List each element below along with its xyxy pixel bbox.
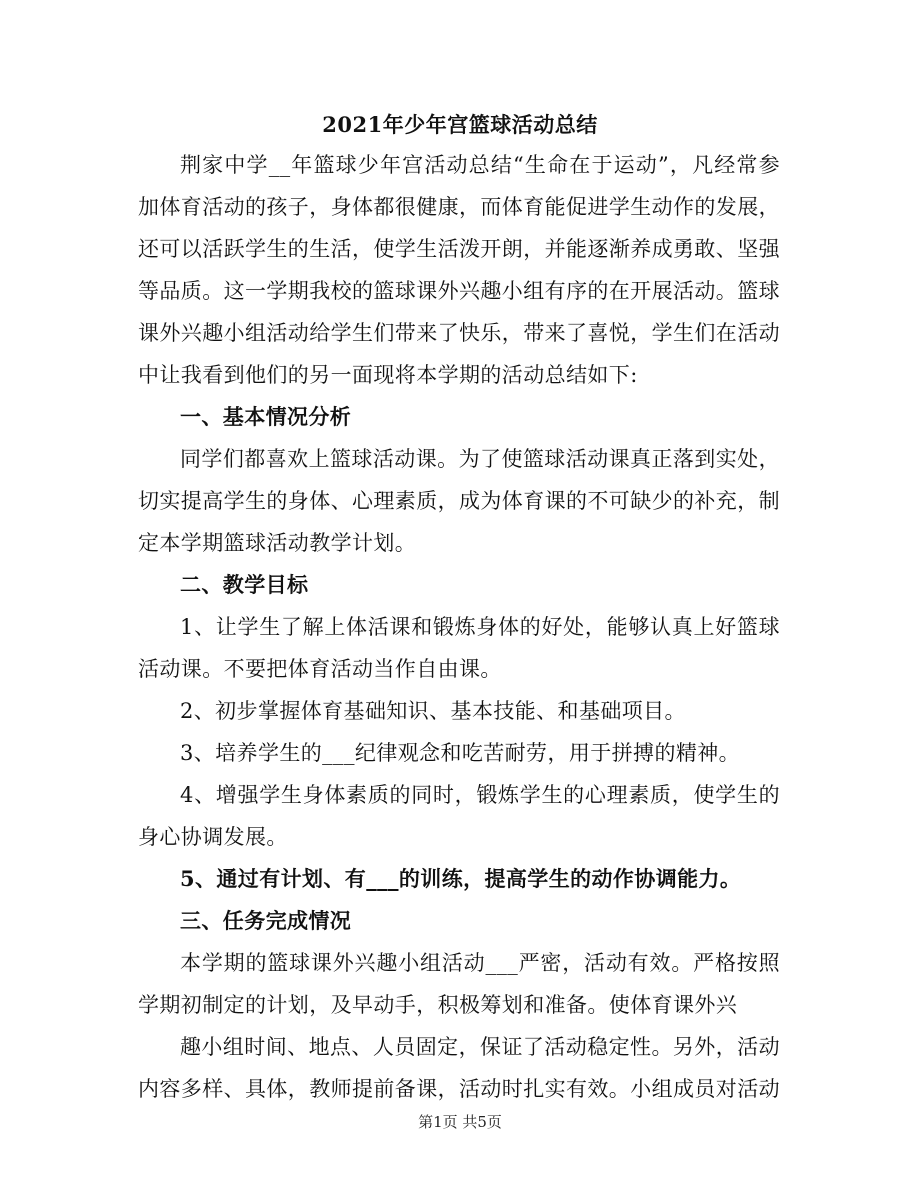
goal-item-2: 2、初步掌握体育基础知识、基本技能、和基础项目。 [180, 699, 686, 723]
goal-item-1: 1、让学生了解上体活课和锻炼身体的好处，能够认真上好篮球活动课。不要把体育活动当作自由课。 [138, 615, 780, 681]
document-body [138, 144, 780, 1110]
document-title: 2021年少年宫篮球活动总结 [322, 112, 598, 137]
paragraph-task-completion-2: 趣小组时间、地点、人员固定，保证了活动稳定性。另外，活动内容多样、具体，教师提前备课，活动时扎实有效。小组成员对活动 [138, 1035, 780, 1101]
section-heading-teaching-goals: 二、教学目标 [180, 572, 309, 597]
paragraph-task-completion-1: 本学期的篮球课外兴趣小组活动___严密，活动有效。严格按照学期初制定的计划，及早动手，积极筹划和准备。使体育课外兴 [138, 951, 780, 1017]
goal-item-4: 4、增强学生身体素质的同时，锻炼学生的心理素质，使学生的身心协调发展。 [138, 783, 780, 849]
section-heading-basic-analysis: 一、基本情况分析 [180, 404, 352, 429]
goal-item-3: 3、培养学生的___纪律观念和吃苦耐劳，用于拼搏的精神。 [180, 741, 741, 765]
paragraph-basic-analysis: 同学们都喜欢上篮球活动课。为了使篮球活动课真正落到实处，切实提高学生的身体、心理素质，成为体育课的不可缺少的补充，制定本学期篮球活动教学计划。 [138, 447, 780, 555]
paragraph-intro: 荆家中学__年篮球少年宫活动总结“生命在于运动”，凡经常参加体育活动的孩子，身体都很健康，而体育能促进学生动作的发展，还可以活跃学生的生活，使学生活泼开朗，并能逐渐养成勇敢、坚强等品质。这一学期我校的篮球课外兴趣小组有序的在开展活动。篮球课外兴趣小组活动给学生们带来了快乐，带来了喜悦，学生们在活动中让我看到他们的另一面现将本学期的活动总结如下: [138, 153, 780, 387]
goal-item-5: 5、通过有计划、有___的训练，提高学生的动作协调能力。 [180, 866, 742, 891]
section-heading-task-completion: 三、任务完成情况 [180, 908, 352, 933]
page-indicator: 第1页 共5页 [418, 1113, 502, 1131]
